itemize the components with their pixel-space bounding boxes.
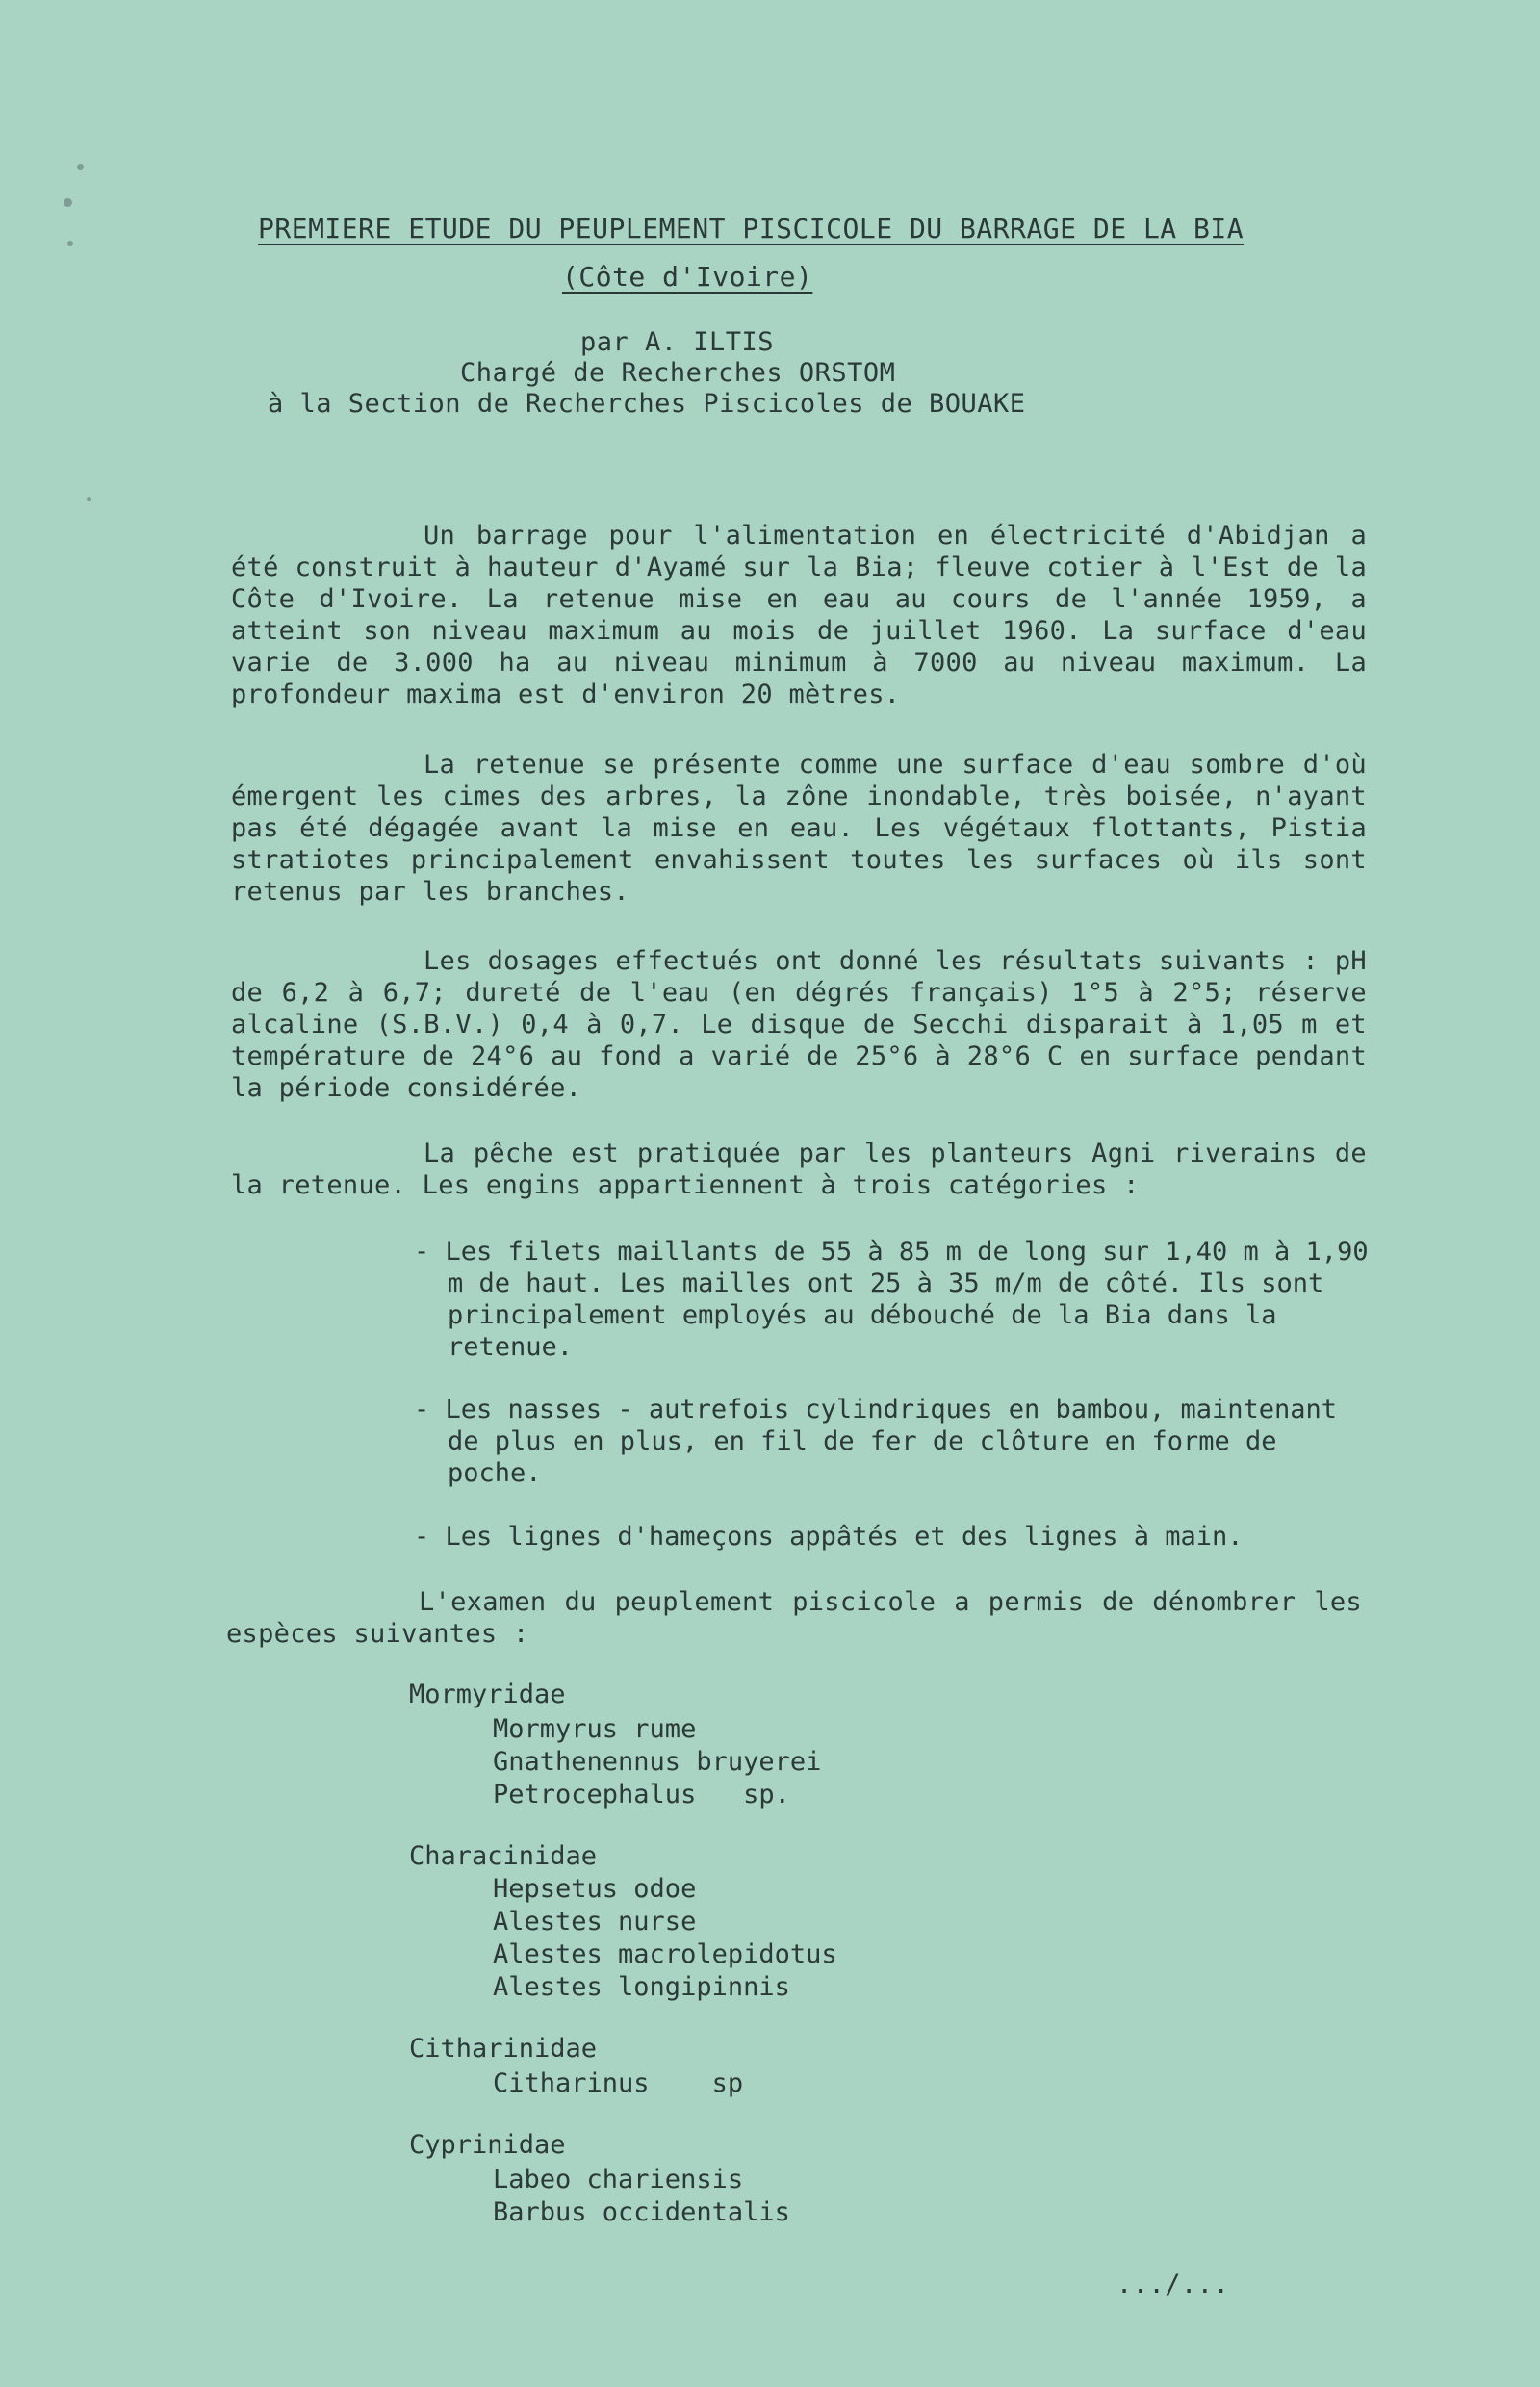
punch-mark bbox=[64, 198, 72, 207]
paragraph-retenue: La retenue se présente comme une surface d'eau sombre d'où émergent les cimes des arbres, la zône inondable, très boisée, n'ayant pas été dégagée avant la mise en eau. Les végétaux flottants, Pistia stratiotes principalement envahissent toutes les surfaces où ils sont retenus par les branches. bbox=[231, 750, 1367, 907]
family-name: Mormyridae bbox=[409, 1680, 566, 1709]
punch-mark bbox=[87, 497, 91, 501]
punch-mark bbox=[77, 164, 84, 170]
author-role: Chargé de Recherches ORSTOM bbox=[460, 358, 896, 388]
species-name: Mormyrus rume bbox=[493, 1714, 697, 1744]
paragraph-species-intro: L'examen du peuplement piscicole a permis de dénombrer les espèces suivantes : bbox=[226, 1587, 1362, 1649]
document-title: PREMIERE ETUDE DU PEUPLEMENT PISCICOLE DU BARRAGE DE LA BIA bbox=[258, 213, 1245, 244]
species-name: Alestes nurse bbox=[493, 1907, 697, 1937]
species-name: Alestes macrolepidotus bbox=[493, 1939, 837, 1969]
paragraph-dosages: Les dosages effectués ont donné les résultats suivants : pH de 6,2 à 6,7; dureté de l'eau (en dégrés français) 1°5 à 2°5; réserve alcaline (S.B.V.) 0,4 à 0,7. Le disque de Secchi disparait à 1,05 m et température de 24°6 au fond a varié de 25°6 à 28°6 C en surface pendant la période considérée. bbox=[231, 946, 1367, 1103]
paragraph-barrage: Un barrage pour l'alimentation en électricité d'Abidjan a été construit à hauteur d'Ayamé sur la Bia; fleuve cotier à l'Est de la Côte d'Ivoire. La retenue mise en eau au cours de l'année 1959, a atteint son niveau maximum au mois de juillet 1960. La surface d'eau varie de 3.000 ha au niveau minimum à 7000 au niveau maximum. La profondeur maxima est d'environ 20 mètres. bbox=[231, 521, 1367, 709]
bullet-filets: - Les filets maillants de 55 à 85 m de long sur 1,40 m à 1,90 m de haut. Les mailles ont 25 à 35 m/m de côté. Ils sont principalement employés au débouché de la Bia dans la retenue. bbox=[414, 1237, 1369, 1362]
species-name: Hepsetus odoe bbox=[493, 1874, 697, 1904]
bullet-nasses: - Les nasses - autrefois cylindriques en bambou, maintenant de plus en plus, en fil de fer de clôture en forme de poche. bbox=[414, 1395, 1338, 1488]
family-name: Citharinidae bbox=[409, 2034, 598, 2064]
paragraph-peche: La pêche est pratiquée par les planteurs Agni riverains de la retenue. Les engins appartiennent à trois catégories : bbox=[231, 1139, 1367, 1200]
species-name: Alestes longipinnis bbox=[493, 1972, 790, 2002]
bullet-lignes: - Les lignes d'hameçons appâtés et des lignes à main. bbox=[414, 1522, 1244, 1552]
species-name: Barbus occidentalis bbox=[493, 2197, 790, 2227]
continuation-marker: .../... bbox=[1116, 2270, 1230, 2299]
document-subtitle: (Côte d'Ivoire) bbox=[562, 261, 813, 293]
family-name: Cyprinidae bbox=[409, 2130, 566, 2160]
species-name: Gnathenennus bruyerei bbox=[493, 1747, 822, 1777]
species-name: Petrocephalus sp. bbox=[493, 1780, 790, 1810]
species-name: Labeo chariensis bbox=[493, 2165, 744, 2194]
species-name: Citharinus sp bbox=[493, 2068, 744, 2098]
author-line: par A. ILTIS bbox=[580, 327, 775, 357]
punch-mark bbox=[67, 241, 73, 246]
author-affiliation: à la Section de Recherches Piscicoles de BOUAKE bbox=[268, 389, 1026, 419]
family-name: Characinidae bbox=[409, 1841, 598, 1871]
